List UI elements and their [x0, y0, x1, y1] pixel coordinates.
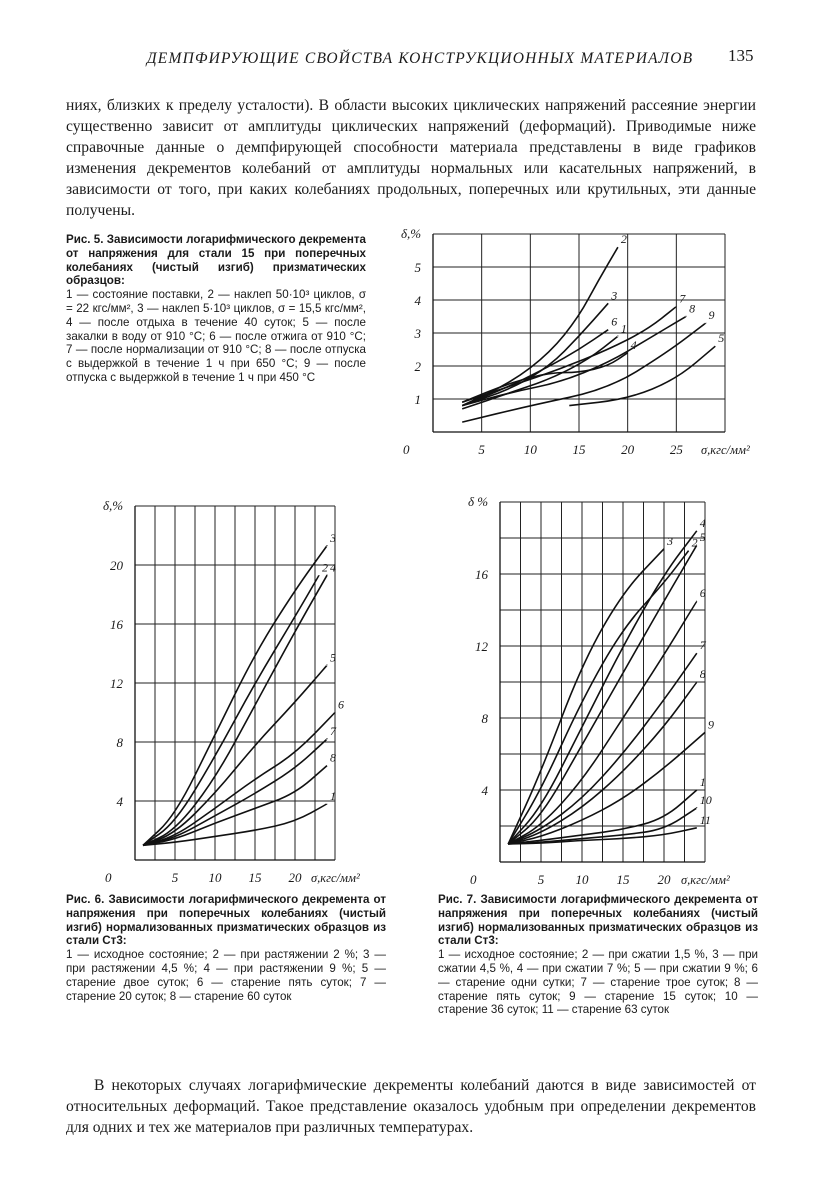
y-axis-label: δ % [468, 494, 489, 509]
y-tick-label: 4 [481, 783, 488, 798]
y-tick-label: 20 [110, 558, 123, 573]
series-label-9: 9 [708, 308, 715, 323]
fig7-caption [438, 893, 758, 1017]
series-label-1: 1 [620, 321, 627, 336]
y-tick-label: 8 [481, 711, 488, 726]
y-tick-label: 8 [116, 735, 123, 750]
x-tick-label: 15 [248, 870, 262, 885]
fig6-caption-title: Рис. 6. Зависимости логарифмического декремента от напряжения при поперечных колебаниях (чистый изгиб) нормализованных призматических образцов из стали Ст3: [66, 893, 386, 948]
series-curve-3 [462, 303, 608, 405]
series-label-7: 7 [330, 724, 336, 739]
series-label-1: 1 [699, 775, 706, 789]
series-label-6: 6 [699, 586, 706, 600]
series-label-3: 3 [667, 533, 673, 548]
series-label-2: 2 [691, 535, 698, 550]
y-tick-label: 4 [414, 293, 421, 308]
x-tick-label: 10 [575, 872, 589, 887]
x-tick-label: 5 [478, 442, 485, 457]
y-tick-label: 12 [110, 676, 123, 691]
series-label-4: 4 [699, 515, 706, 530]
series-label-5: 5 [330, 650, 336, 665]
series-label-2: 2 [322, 560, 328, 575]
x-tick-label: 20 [621, 442, 635, 457]
x-axis-label: σ,кгс/мм² [701, 443, 750, 457]
fig7-caption-legend: 1 — исходное состояние; 2 — при сжатии 1,5 %, 3 — при сжатии 4,5 %, 4 — при сжатии 7 %; 5 — при сжатии 9 %; 6 — старение одни сутки; 7 — старение трое суток; 8 — старение пять суток; 9 — старение 15 суток; 10 — старение 36 суток; 11 — старение 63 суток [438, 948, 758, 1017]
series-label-3: 3 [611, 288, 618, 303]
series-label-8: 8 [689, 301, 696, 316]
fig5-chart [385, 222, 765, 472]
origin-label: 0 [470, 872, 477, 887]
series-curve-3 [508, 549, 664, 844]
y-tick-label: 1 [414, 392, 421, 407]
y-tick-label: 12 [475, 639, 488, 654]
series-curve-2 [143, 575, 319, 845]
series-label-5: 5 [718, 331, 725, 346]
series-label-5: 5 [699, 530, 706, 545]
y-tick-label: 3 [414, 326, 421, 341]
fig5-caption-legend: 1 — состояние поставки, 2 — наклеп 50·10³ циклов, σ = 22 кгс/мм², 3 — наклеп 5·10³ циклов, σ = 15,5 кгс/мм², 4 — после отдыха в течение 40 суток; 5 — после закалки в воду от 910 °С; 6 — после отжига от 910 °С; 7 — после нормализации от 910 °С; 8 — после отпуска с выдержкой в течение 1 ч при 650 °С; 9 — после отпуска с выдержкой в течение 1 ч при 450 °С [66, 288, 366, 384]
x-tick-label: 10 [523, 442, 537, 457]
x-tick-label: 15 [572, 442, 586, 457]
series-curve-6 [143, 713, 335, 846]
fig6-caption [66, 893, 386, 1003]
x-axis-label: σ,кгс/мм² [311, 871, 360, 885]
origin-label: 0 [403, 442, 410, 457]
origin-label: 0 [105, 870, 112, 885]
y-tick-label: 5 [414, 260, 421, 275]
fig5-caption [66, 233, 366, 385]
series-label-6: 6 [611, 314, 618, 329]
series-curve-2 [508, 551, 688, 844]
series-label-11: 11 [699, 812, 711, 827]
series-label-9: 9 [708, 717, 714, 732]
x-tick-label: 5 [171, 870, 179, 885]
x-tick-label: 25 [669, 442, 683, 457]
fig6-caption-legend: 1 — исходное состояние; 2 — при растяжении 2 %; 3 — при растяжении 4,5 %; 4 — при растяжении 9 %; 5 — старение двое суток; 6 — старение пять суток; 7 — старение 20 суток; 8 — старение 60 суток [66, 948, 386, 1003]
x-tick-label: 20 [657, 872, 671, 887]
series-label-6: 6 [338, 697, 344, 712]
series-label-2: 2 [620, 232, 627, 247]
y-tick-label: 2 [414, 359, 421, 374]
fig7-caption-title: Рис. 7. Зависимости логарифмического декремента от напряжения при поперечных колебаниях (чистый изгиб) нормализованных призматических образцов из стали Ст3: [438, 893, 758, 948]
series-curve-9 [508, 732, 705, 844]
fig7-chart [455, 482, 755, 890]
series-label-4: 4 [630, 337, 637, 352]
series-label-8: 8 [330, 750, 336, 765]
series-label-7: 7 [679, 291, 686, 306]
series-label-3: 3 [330, 530, 336, 545]
fig6-chart [85, 490, 365, 890]
series-label-7: 7 [699, 638, 706, 653]
x-tick-label: 10 [208, 870, 222, 885]
series-label-8: 8 [699, 667, 706, 681]
series-label-1: 1 [330, 788, 336, 803]
x-tick-label: 5 [537, 872, 545, 887]
y-tick-label: 16 [475, 567, 488, 582]
x-axis-label: σ,кгс/мм² [681, 873, 730, 887]
series-curve-5 [569, 346, 715, 405]
y-axis-label: δ,% [401, 226, 422, 241]
page-number: 135 [728, 46, 754, 65]
y-tick-label: 16 [110, 617, 123, 632]
series-label-10: 10 [699, 793, 712, 807]
x-tick-label: 20 [288, 870, 302, 885]
paragraph-bottom: В некоторых случаях логарифмические декременты колебаний даются в виде зависимостей от относительных деформаций. Такое представление оказалось удобным при определении декрементов для одних и тех же материалов при различных температурах. [66, 1077, 756, 1136]
fig5-caption-title: Рис. 5. Зависимости логарифмического декремента от напряжения для стали 15 при поперечных колебаниях (чистый изгиб) призматических образцов: [66, 233, 366, 288]
x-tick-label: 15 [616, 872, 630, 887]
y-tick-label: 4 [116, 794, 123, 809]
paragraph-top: ниях, близких к пределу усталости). В области высоких циклических напряжений рассеяние энергии существенно зависит от амплитуды циклических напряжений (деформаций). Приводимые ниже справочные данные о демпфирующей способности материала представлены в виде графиков изменения декрементов колебаний от амплитуды нормальных или касательных напряжений, в зависимости от того, при каких колебаниях продольных, поперечных или крутильных, эти данные получены. [66, 97, 756, 219]
y-axis-label: δ,% [103, 498, 124, 513]
running-header: ДЕМПФИРУЮЩИЕ СВОЙСТВА КОНСТРУКЦИОННЫХ МАТЕРИАЛОВ [146, 50, 694, 67]
series-label-4: 4 [330, 560, 336, 575]
